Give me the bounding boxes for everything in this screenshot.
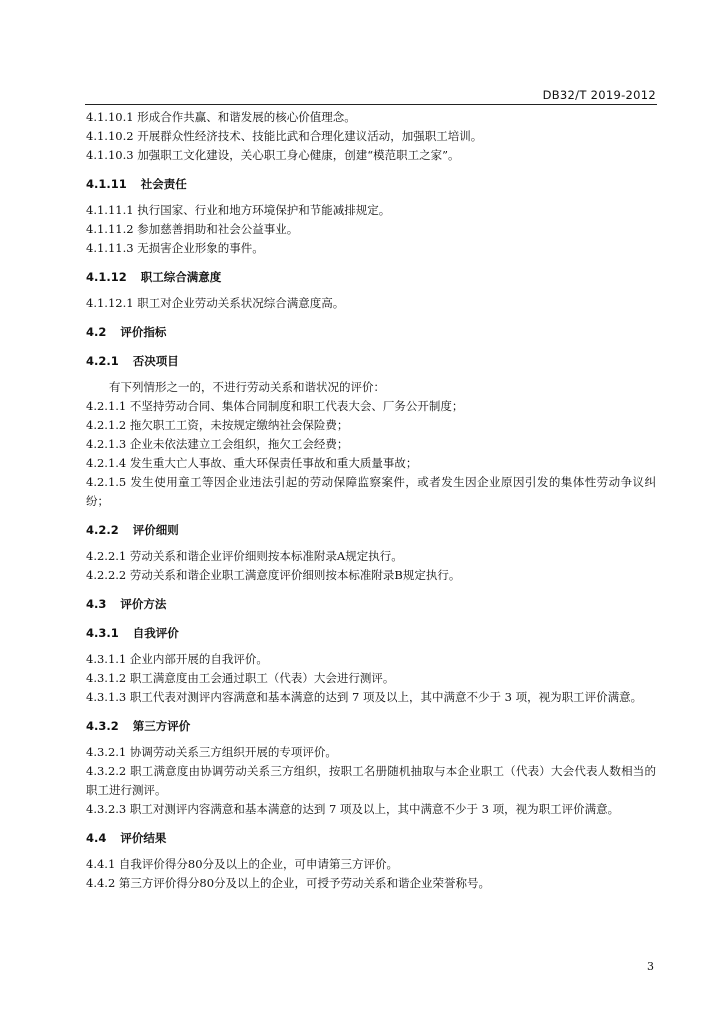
clause-text: 4.2.1.2 拖欠职工工资，未按规定缴纳社会保险费；	[86, 418, 349, 432]
section-title: 自我评价	[132, 626, 179, 640]
section-number: 4.2.2	[86, 523, 119, 537]
section-heading	[86, 624, 656, 643]
header-rule	[85, 104, 657, 105]
section-title: 评价指标	[120, 325, 167, 339]
section-number: 4.3	[86, 597, 107, 611]
section-number: 4.1.12	[86, 270, 127, 284]
section-title: 职工综合满意度	[140, 270, 222, 284]
clause-text: 4.3.1.3 职工代表对测评内容满意和基本满意的达到 7 项及以上，其中满意不少于 3 项，视为职工评价满意。	[86, 690, 643, 704]
clause-text: 4.1.11.1 执行国家、行业和地方环境保护和节能减排规定。	[86, 203, 391, 217]
clause-text: 4.2.2.1 劳动关系和谐企业评价细则按本标准附录A规定执行。	[86, 549, 403, 563]
clause-text: 4.1.12.1 职工对企业劳动关系状况综合满意度高。	[86, 296, 345, 310]
section-number: 4.1.11	[86, 177, 127, 191]
clause-text: 4.3.2.3 职工对测评内容满意和基本满意的达到 7 项及以上，其中满意不少于 3 项，视为职工评价满意。	[86, 802, 620, 816]
clause-text: 4.3.1.2 职工满意度由工会通过职工（代表）大会进行测评。	[86, 671, 395, 685]
section-number: 4.2	[86, 325, 107, 339]
clause-text: 4.2.1.3 企业未依法建立工会组织，拖欠工会经费；	[86, 437, 349, 451]
section-number: 4.4	[86, 831, 107, 845]
section-number: 4.3.2	[86, 719, 119, 733]
section-title: 否决项目	[132, 354, 179, 368]
clause-text: 4.2.1.4 发生重大亡人事故、重大环保责任事故和重大质量事故；	[86, 456, 418, 470]
clause-text: 4.2.1.5 发生使用童工等因企业违法引起的劳动保障监察案件，或者发生因企业原因引发的集体性劳动争议纠纷；	[86, 475, 656, 508]
section-heading	[86, 323, 656, 342]
section-heading	[86, 352, 656, 371]
clause-text: 4.1.11.2 参加慈善捐助和社会公益事业。	[86, 222, 299, 236]
clause-text: 4.4.2 第三方评价得分80分及以上的企业，可授予劳动关系和谐企业荣誉称号。	[86, 876, 491, 890]
section-heading	[86, 829, 656, 848]
section-heading	[86, 595, 656, 614]
section-heading	[86, 521, 656, 540]
clause-text: 4.2.1.1 不坚持劳动合同、集体合同制度和职工代表大会、厂务公开制度；	[86, 399, 464, 413]
page-number: 3	[647, 960, 654, 973]
section-heading	[86, 717, 656, 736]
section-heading	[86, 175, 656, 194]
clause-text: 4.3.1.1 企业内部开展的自我评价。	[86, 652, 268, 666]
clause-text: 有下列情形之一的，不进行劳动关系和谐状况的评价：	[109, 380, 385, 394]
clause-text: 4.3.2.1 协调劳动关系三方组织开展的专项评价。	[86, 745, 337, 759]
section-heading	[86, 268, 656, 287]
clause-text: 4.3.2.2 职工满意度由协调劳动关系三方组织，按职工名册随机抽取与本企业职工（代表）大会代表人数相当的职工进行测评。	[86, 764, 656, 797]
clause-text: 4.1.10.1 形成合作共赢、和谐发展的核心价值理念。	[86, 110, 356, 124]
section-title: 评价细则	[132, 523, 179, 537]
section-number: 4.3.1	[86, 626, 119, 640]
document-body	[86, 108, 656, 893]
section-title: 第三方评价	[132, 719, 191, 733]
clause-text: 4.1.10.2 开展群众性经济技术、技能比武和合理化建议活动，加强职工培训。	[86, 129, 483, 143]
document-code: DB32/T 2019-2012	[542, 88, 656, 102]
section-title: 社会责任	[140, 177, 187, 191]
clause-text: 4.2.2.2 劳动关系和谐企业职工满意度评价细则按本标准附录B规定执行。	[86, 568, 461, 582]
clause-text: 4.1.11.3 无损害企业形象的事件。	[86, 241, 264, 255]
section-title: 评价结果	[120, 831, 167, 845]
clause-text: 4.4.1 自我评价得分80分及以上的企业，可申请第三方评价。	[86, 857, 399, 871]
clause-text: 4.1.10.3 加强职工文化建设，关心职工身心健康，创建“模范职工之家”。	[86, 148, 460, 162]
section-number: 4.2.1	[86, 354, 119, 368]
section-title: 评价方法	[120, 597, 167, 611]
